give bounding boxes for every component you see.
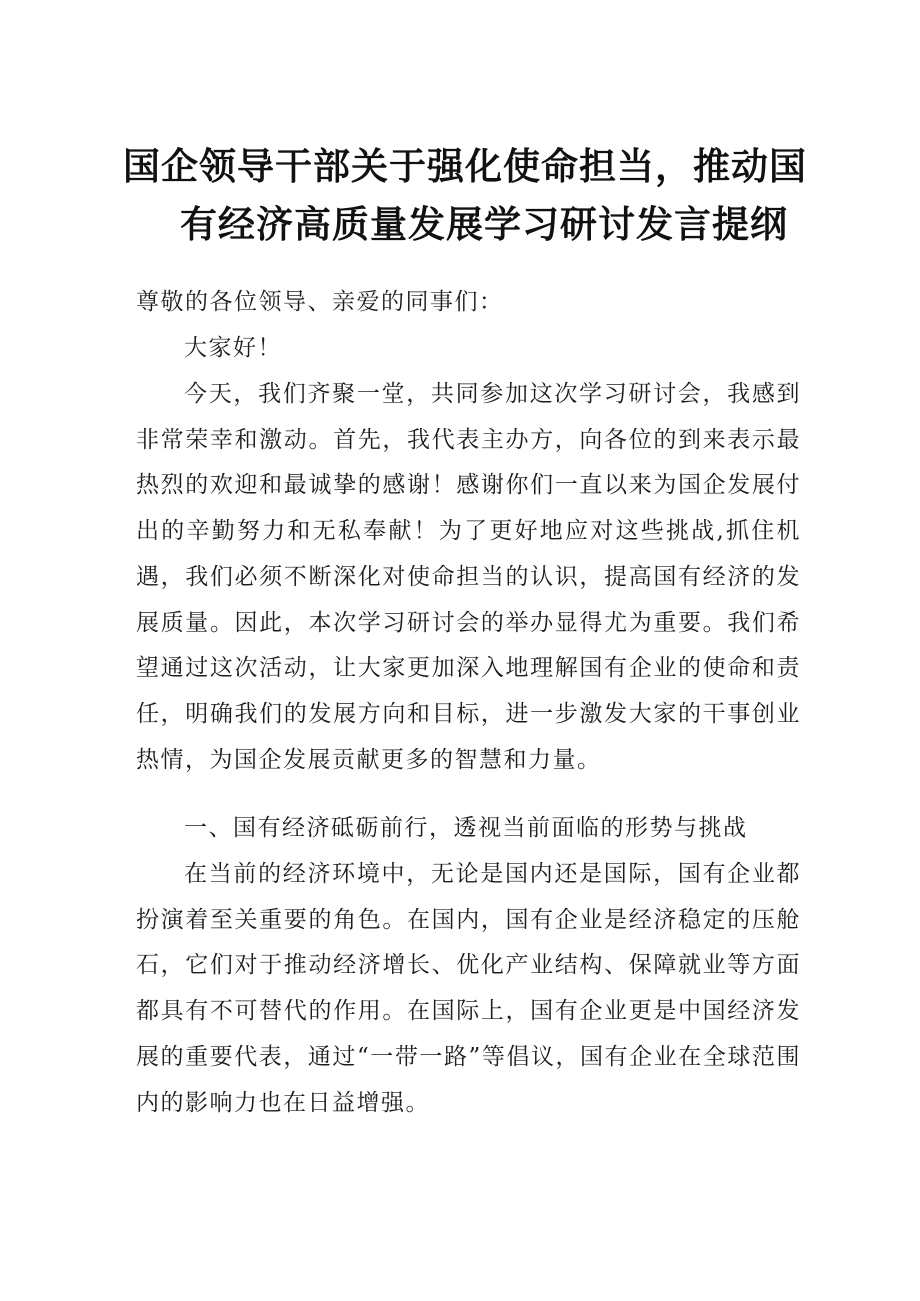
section-heading [136,806,801,852]
paragraph-opening [136,372,801,783]
paragraph-opening-text: 今天，我们齐聚一堂，共同参加这次学习研讨会，我感到非常荣幸和激动。首先，我代表主办方，向各位的到来表示最热烈的欢迎和最诚挚的感谢！感谢你们一直以来为国企发展付出的辛勤努力和无私奉献！为了更好地应对这些挑战,抓住机遇，我们必须不断深化对使命担当的认识，提高国有经济的发展质量。因此，本次学习研讨会的举办显得尤为重要。我们希望通过这次活动，让大家更加深入地理解国有企业的使命和责任，明确我们的发展方向和目标，进一步激发大家的干事创业热情，为国企发展贡献更多的智慧和力量。 [136,381,801,773]
document-title-line-1: 国企领导干部关于强化使命担当，推动国 [123,145,807,188]
section-heading-text: 一、国有经济砥砺前行，透视当前面临的形势与挑战 [184,815,748,841]
paragraph-situation-text: 在当前的经济环境中，无论是国内还是国际，国有企业都扮演着至关重要的角色。在国内，国有企业是经济稳定的压舱石，它们对于推动经济增长、优化产业结构、保障就业等方面都具有不可替代的作用。在国际上，国有企业更是中国经济发展的重要代表，通过“一带一路”等倡议，国有企业在全球范围内的影响力也在日益增强。 [136,861,801,1116]
paragraph-situation [136,852,801,1126]
document-title-line-2: 有经济高质量发展学习研讨发言提纲 [180,203,788,246]
greeting-text: 大家好！ [184,335,282,361]
salutation-text: 尊敬的各位领导、亲爱的同事们： [136,289,504,315]
greeting [136,326,801,372]
salutation [136,280,801,326]
